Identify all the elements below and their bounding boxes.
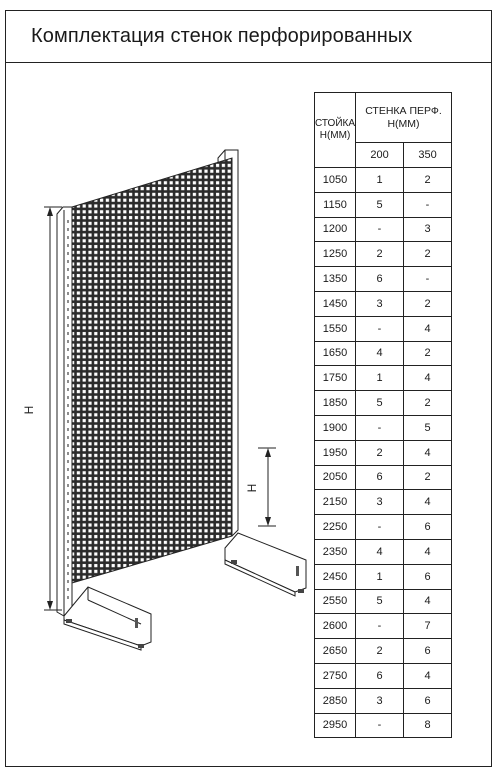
- row-height-cell: 2450: [315, 564, 356, 589]
- front-upright: [57, 207, 72, 616]
- table-row: [315, 515, 452, 540]
- row-count-350-cell: 8: [404, 713, 452, 738]
- row-height-cell: 2350: [315, 539, 356, 564]
- table-row: [315, 316, 452, 341]
- table-row: [315, 465, 452, 490]
- row-count-200-cell: -: [356, 614, 404, 639]
- row-count-200-cell: 4: [356, 341, 404, 366]
- row-count-200-cell: -: [356, 713, 404, 738]
- table-row: [315, 564, 452, 589]
- row-height-cell: 2850: [315, 688, 356, 713]
- row-height-cell: 2550: [315, 589, 356, 614]
- row-count-200-cell: 1: [356, 366, 404, 391]
- row-height-cell: 1350: [315, 267, 356, 292]
- row-height-cell: 1150: [315, 192, 356, 217]
- sub-header-200: 200: [356, 143, 404, 168]
- table-row: [315, 415, 452, 440]
- row-count-200-cell: 5: [356, 589, 404, 614]
- table-row: [315, 192, 452, 217]
- page-title: Комплектация стенок перфорированных: [31, 25, 413, 47]
- row-height-cell: 2050: [315, 465, 356, 490]
- sub-header-350: 350: [404, 143, 452, 168]
- row-count-200-cell: -: [356, 316, 404, 341]
- row-count-200-cell: 2: [356, 639, 404, 664]
- row-height-cell: 1450: [315, 291, 356, 316]
- row-height-cell: 1900: [315, 415, 356, 440]
- row-count-200-cell: 6: [356, 663, 404, 688]
- row-height-cell: 2750: [315, 663, 356, 688]
- table-row: [315, 440, 452, 465]
- table-row: [315, 242, 452, 267]
- row-count-200-cell: 1: [356, 564, 404, 589]
- row-count-350-cell: 2: [404, 168, 452, 193]
- height-label-large: H: [22, 405, 36, 415]
- row-count-350-cell: 4: [404, 663, 452, 688]
- table-row: [315, 291, 452, 316]
- row-count-350-cell: 3: [404, 217, 452, 242]
- back-base-foot: [225, 533, 306, 596]
- row-count-200-cell: 5: [356, 391, 404, 416]
- row-count-200-cell: 2: [356, 242, 404, 267]
- row-height-cell: 2950: [315, 713, 356, 738]
- table-row: [315, 267, 452, 292]
- table-row: [315, 366, 452, 391]
- row-height-cell: 1950: [315, 440, 356, 465]
- row-count-200-cell: 3: [356, 490, 404, 515]
- row-height-cell: 1050: [315, 168, 356, 193]
- row-count-350-cell: 2: [404, 341, 452, 366]
- row-count-350-cell: 6: [404, 515, 452, 540]
- row-count-200-cell: 4: [356, 539, 404, 564]
- table-row: [315, 391, 452, 416]
- row-height-cell: 1550: [315, 316, 356, 341]
- row-count-200-cell: 3: [356, 291, 404, 316]
- row-count-350-cell: -: [404, 192, 452, 217]
- table-row: [315, 663, 452, 688]
- row-height-cell: 1850: [315, 391, 356, 416]
- row-count-350-cell: 4: [404, 440, 452, 465]
- row-count-200-cell: 1: [356, 168, 404, 193]
- row-count-200-cell: 6: [356, 267, 404, 292]
- table-row: [315, 589, 452, 614]
- row-count-350-cell: 4: [404, 366, 452, 391]
- row-count-200-cell: 2: [356, 440, 404, 465]
- row-count-350-cell: 4: [404, 490, 452, 515]
- row-height-cell: 1650: [315, 341, 356, 366]
- row-count-350-cell: 4: [404, 589, 452, 614]
- table-row: [315, 168, 452, 193]
- row-count-200-cell: 5: [356, 192, 404, 217]
- row-count-350-cell: 2: [404, 242, 452, 267]
- row-height-cell: 1750: [315, 366, 356, 391]
- row-count-200-cell: -: [356, 217, 404, 242]
- spec-table-body: [315, 168, 452, 738]
- row-count-350-cell: 4: [404, 539, 452, 564]
- table-row: [315, 539, 452, 564]
- row-height-cell: 2250: [315, 515, 356, 540]
- row-count-350-cell: 2: [404, 391, 452, 416]
- row-height-cell: 2650: [315, 639, 356, 664]
- table-row: [315, 341, 452, 366]
- row-count-350-cell: 6: [404, 639, 452, 664]
- table-row: [315, 490, 452, 515]
- row-count-200-cell: -: [356, 515, 404, 540]
- height-dimension-small: [258, 448, 276, 526]
- row-count-350-cell: 4: [404, 316, 452, 341]
- height-label-small: H: [245, 483, 259, 493]
- row-count-350-cell: -: [404, 267, 452, 292]
- row-height-cell: 1200: [315, 217, 356, 242]
- perforated-panel: [72, 158, 232, 583]
- table-row: [315, 639, 452, 664]
- spec-table: [314, 92, 452, 738]
- row-height-cell: 1250: [315, 242, 356, 267]
- row-count-350-cell: 2: [404, 465, 452, 490]
- table-row: [315, 217, 452, 242]
- row-count-200-cell: -: [356, 415, 404, 440]
- row-count-350-cell: 6: [404, 688, 452, 713]
- row-count-200-cell: 3: [356, 688, 404, 713]
- front-base-foot: [64, 587, 151, 650]
- col-header-height: СТОЙКА H(ММ): [315, 93, 356, 168]
- row-count-200-cell: 6: [356, 465, 404, 490]
- table-row: [315, 614, 452, 639]
- row-count-350-cell: 6: [404, 564, 452, 589]
- group-header-panel: СТЕНКА ПЕРФ. H(ММ): [356, 93, 452, 143]
- row-height-cell: 2600: [315, 614, 356, 639]
- table-row: [315, 688, 452, 713]
- row-count-350-cell: 2: [404, 291, 452, 316]
- row-height-cell: 2150: [315, 490, 356, 515]
- row-count-350-cell: 7: [404, 614, 452, 639]
- row-count-350-cell: 5: [404, 415, 452, 440]
- table-row: [315, 713, 452, 738]
